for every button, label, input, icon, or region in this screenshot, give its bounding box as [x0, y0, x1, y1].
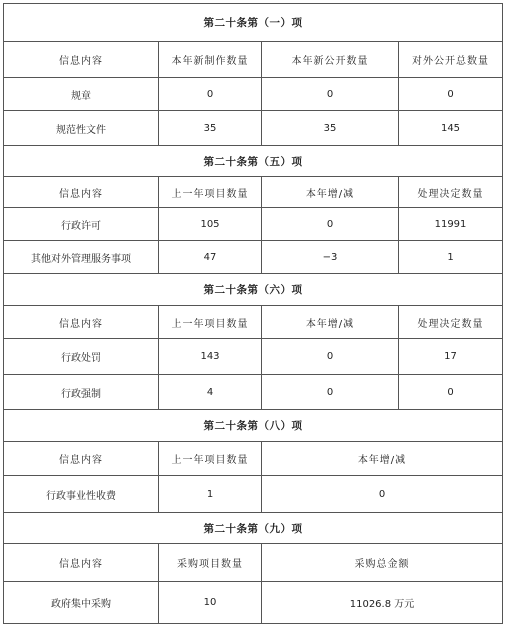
header-cell: 本年新制作数量	[159, 42, 262, 78]
header-cell: 上一年项目数量	[159, 306, 262, 339]
table-row	[4, 111, 503, 146]
header-cell: 对外公开总数量	[399, 42, 503, 78]
header-row	[4, 42, 503, 78]
row-label-cell: 其他对外管理服务事项	[4, 241, 159, 274]
value-cell: 1	[399, 241, 503, 274]
value-cell: 35	[262, 111, 399, 146]
value-cell: 47	[159, 241, 262, 274]
header-cell: 本年增/减	[262, 177, 399, 208]
table-row	[4, 208, 503, 241]
value-cell: 0	[262, 375, 399, 410]
value-cell: −3	[262, 241, 399, 274]
header-row	[4, 544, 503, 582]
disclosure-table-document	[3, 3, 502, 624]
table-row	[4, 78, 503, 111]
header-cell: 信息内容	[4, 442, 159, 476]
header-cell: 处理决定数量	[399, 177, 503, 208]
section-title: 第二十条第（一）项	[4, 4, 503, 42]
row-label-cell: 规章	[4, 78, 159, 111]
section-title-row	[4, 4, 503, 42]
table-row	[4, 339, 503, 375]
table-row	[4, 582, 503, 624]
value-cell: 17	[399, 339, 503, 375]
header-cell: 采购总金额	[262, 544, 503, 582]
header-row	[4, 306, 503, 339]
row-label-cell: 行政事业性收费	[4, 476, 159, 513]
value-cell: 35	[159, 111, 262, 146]
value-cell: 0	[399, 375, 503, 410]
header-cell: 信息内容	[4, 42, 159, 78]
header-cell: 本年增/减	[262, 442, 503, 476]
section-title-row	[4, 513, 503, 544]
value-cell: 11026.8 万元	[262, 582, 503, 624]
table-row	[4, 476, 503, 513]
value-cell: 143	[159, 339, 262, 375]
header-cell: 本年新公开数量	[262, 42, 399, 78]
value-cell: 0	[262, 339, 399, 375]
row-label-cell: 规范性文件	[4, 111, 159, 146]
header-cell: 上一年项目数量	[159, 177, 262, 208]
value-cell: 0	[262, 476, 503, 513]
row-label-cell: 政府集中采购	[4, 582, 159, 624]
value-cell: 105	[159, 208, 262, 241]
section-title: 第二十条第（九）项	[4, 513, 503, 544]
header-cell: 信息内容	[4, 306, 159, 339]
section-title-row	[4, 274, 503, 306]
section-title: 第二十条第（六）项	[4, 274, 503, 306]
value-cell: 0	[262, 78, 399, 111]
value-cell: 0	[262, 208, 399, 241]
table-row	[4, 241, 503, 274]
disclosure-table	[3, 3, 503, 624]
header-cell: 信息内容	[4, 177, 159, 208]
value-cell: 1	[159, 476, 262, 513]
header-cell: 采购项目数量	[159, 544, 262, 582]
section-title-row	[4, 146, 503, 177]
section-title: 第二十条第（八）项	[4, 410, 503, 442]
value-cell: 145	[399, 111, 503, 146]
header-cell: 本年增/减	[262, 306, 399, 339]
header-cell: 信息内容	[4, 544, 159, 582]
value-cell: 11991	[399, 208, 503, 241]
value-cell: 0	[159, 78, 262, 111]
row-label-cell: 行政许可	[4, 208, 159, 241]
value-cell: 0	[399, 78, 503, 111]
value-cell: 4	[159, 375, 262, 410]
value-cell: 10	[159, 582, 262, 624]
table-row	[4, 375, 503, 410]
section-title: 第二十条第（五）项	[4, 146, 503, 177]
header-row	[4, 442, 503, 476]
header-cell: 处理决定数量	[399, 306, 503, 339]
row-label-cell: 行政处罚	[4, 339, 159, 375]
header-cell: 上一年项目数量	[159, 442, 262, 476]
header-row	[4, 177, 503, 208]
row-label-cell: 行政强制	[4, 375, 159, 410]
section-title-row	[4, 410, 503, 442]
